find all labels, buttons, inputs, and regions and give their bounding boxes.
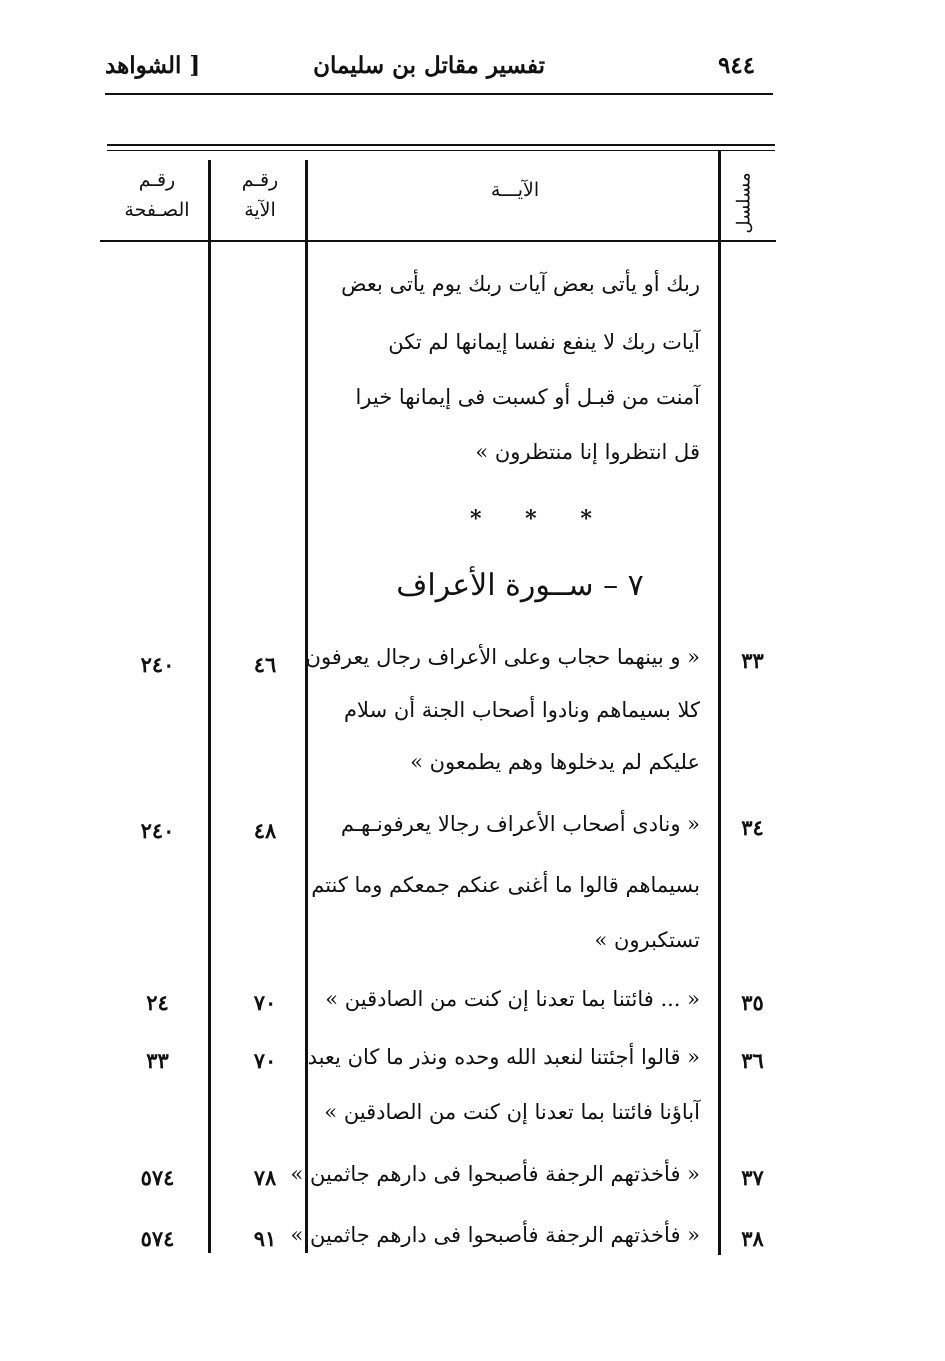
verse-number: ٩١ <box>253 1226 277 1251</box>
page-ref: ٥٧٤ <box>140 1226 175 1251</box>
verse-number: ٤٨ <box>253 818 277 843</box>
header-verse-number <box>215 165 305 225</box>
verse-line: « ... فائتنا بما تعدنا إن كنت من الصادقين » <box>325 987 700 1011</box>
header-page-number <box>108 165 206 225</box>
serial-number: ٣٦ <box>741 1048 764 1073</box>
verse-number: ٧٠ <box>253 990 277 1015</box>
header-rule <box>105 93 773 95</box>
page-ref: ٢٤ <box>146 990 169 1015</box>
section-separator: * * * <box>470 506 610 532</box>
book-title: تفسير مقاتل بن سليمان <box>313 52 545 79</box>
serial-number: ٣٥ <box>741 990 764 1015</box>
column-divider <box>305 160 308 1253</box>
verse-line: كلا بسيماهم ونادوا أصحاب الجنة أن سلام <box>344 698 700 722</box>
verse-line: ربك أو يأتى بعض آيات ربك يوم يأتى بعض <box>341 272 700 296</box>
table-header-rule <box>100 240 776 242</box>
verse-line: آيات ربك لا ينفع نفسا إيمانها لم تكن <box>388 330 700 354</box>
header-verse: الآيـــة <box>490 179 540 201</box>
column-divider <box>718 150 721 1255</box>
verse-line: « و بينهما حجاب وعلى الأعراف رجال يعرفون <box>305 645 700 669</box>
page-ref: ٢٤٠ <box>140 652 175 677</box>
serial-number: ٣٤ <box>741 815 764 840</box>
verse-line: « ونادى أصحاب الأعراف رجالا يعرفونـهـم <box>340 812 700 836</box>
verse-line: آباؤنا فائتنا بما تعدنا إن كنت من الصادقين » <box>324 1100 700 1124</box>
verse-number: ٤٦ <box>253 652 277 677</box>
section-title: [ الشواهد <box>105 52 201 79</box>
verse-line: بسيماهم قالوا ما أغنى عنكم جمعكم وما كنتم <box>311 873 700 897</box>
page-ref: ٥٧٤ <box>140 1165 175 1190</box>
table-top-rule-thin <box>107 150 775 151</box>
header-page-number-line2: الصـفحة <box>124 199 190 221</box>
page-ref: ٢٤٠ <box>140 818 175 843</box>
serial-number: ٣٧ <box>741 1165 764 1190</box>
verse-line: عليكم لم يدخلوها وهم يطمعون » <box>410 750 700 774</box>
verse-line: « قالوا أجئتنا لنعبد الله وحده ونذر ما كان يعبد <box>307 1045 700 1069</box>
header-serial <box>725 170 775 234</box>
column-divider <box>208 160 211 1253</box>
serial-number: ٣٣ <box>741 648 764 673</box>
verse-line: قل انتظروا إنا منتظرون » <box>475 440 700 464</box>
verse-line: آمنت من قبـل أو كسبت فى إيمانها خيرا <box>355 385 700 409</box>
verse-number: ٧٨ <box>253 1165 277 1190</box>
surah-heading: ٧ – ســورة الأعراف <box>396 568 644 603</box>
header-verse-number-line2: الآية <box>244 199 276 221</box>
table-top-rule <box>107 144 775 146</box>
verse-line: تستكبرون » <box>594 928 700 952</box>
serial-number: ٣٨ <box>741 1226 764 1251</box>
page-number: ٩٤٤ <box>718 52 756 79</box>
verse-line: « فأخذتهم الرجفة فأصبحوا فى دارهم جاثمين » <box>290 1162 700 1186</box>
verse-line: « فأخذتهم الرجفة فأصبحوا فى دارهم جاثمين » <box>290 1223 700 1247</box>
header-verse-number-line1: رقـم <box>241 169 279 191</box>
header-serial-label: مسلسل <box>733 172 755 234</box>
verse-number: ٧٠ <box>253 1048 277 1073</box>
header-page-number-line1: رقـم <box>138 169 176 191</box>
page-ref: ٣٣ <box>146 1048 169 1073</box>
